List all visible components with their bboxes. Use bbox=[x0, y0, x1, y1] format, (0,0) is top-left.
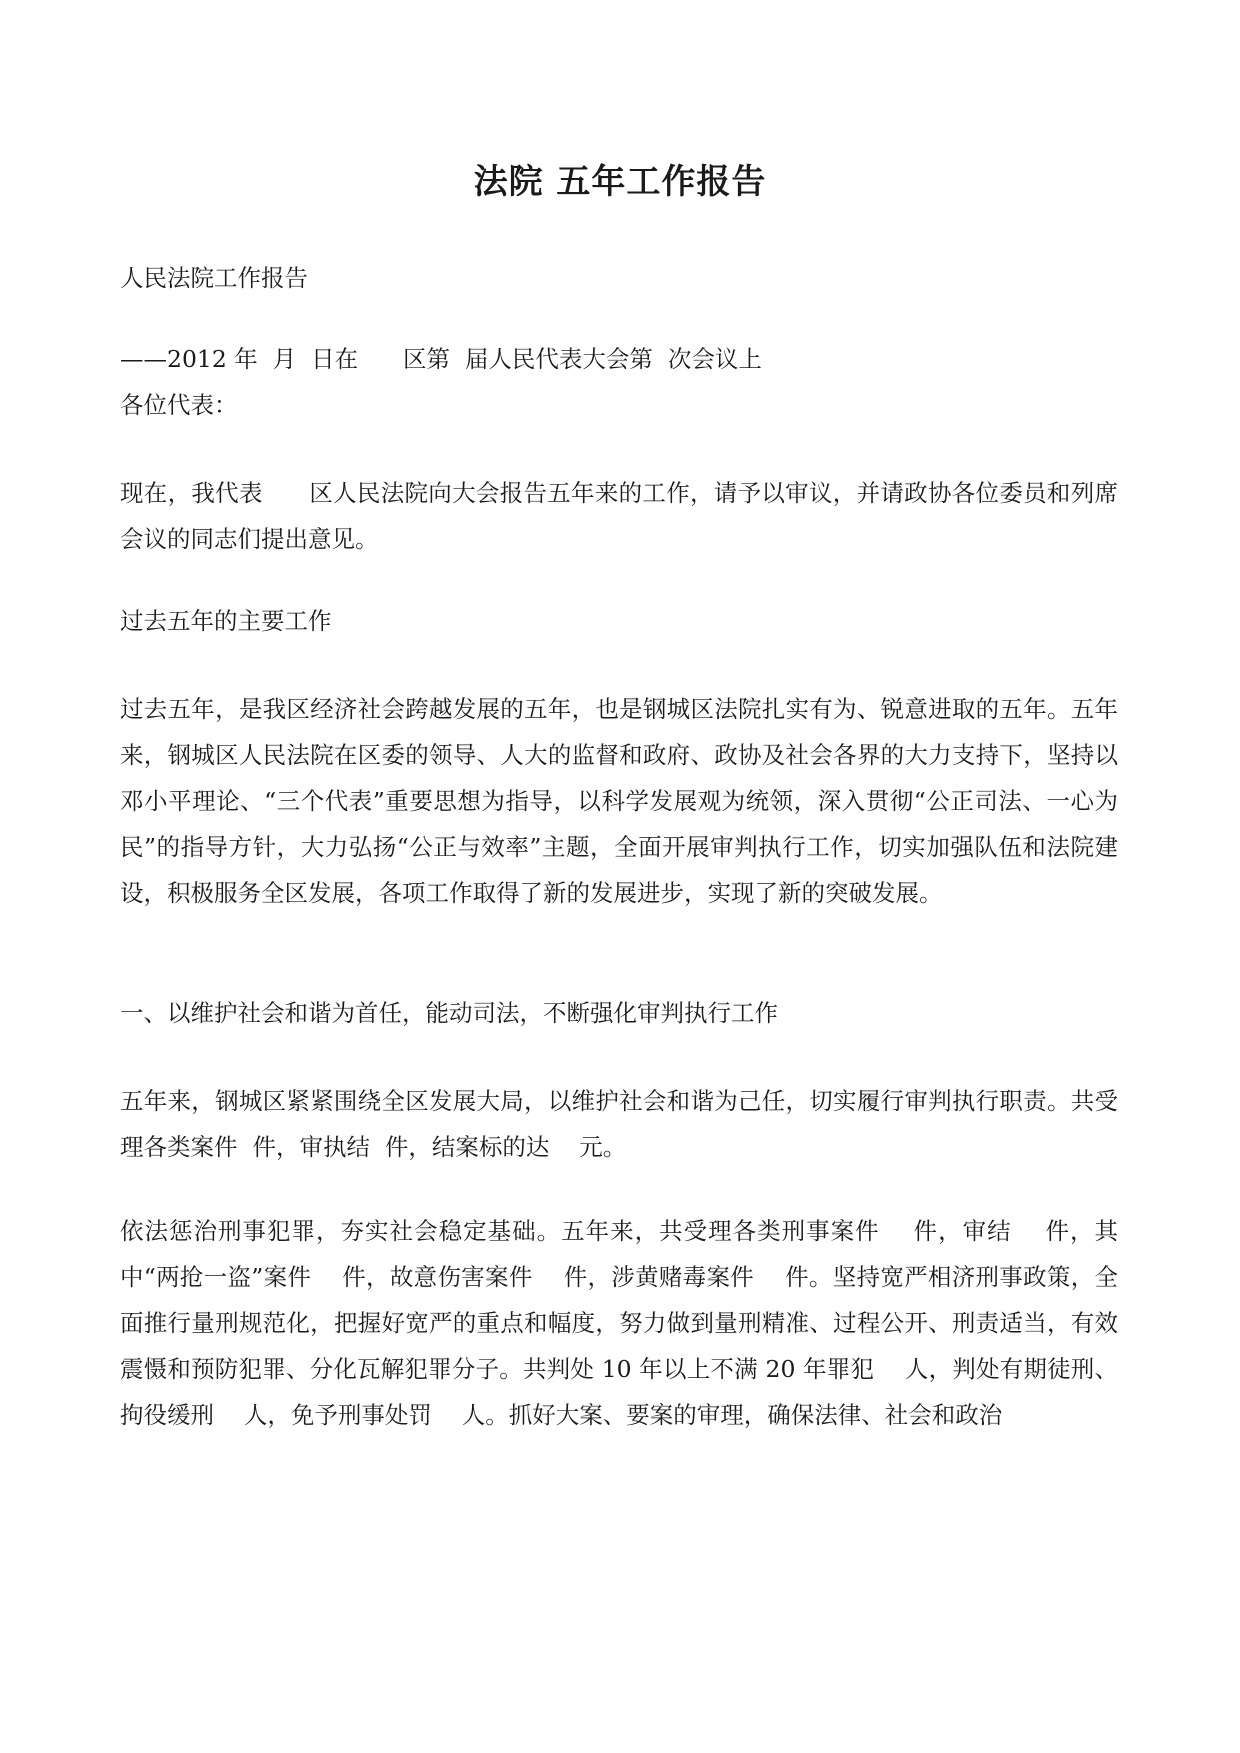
dateline: ——2012 年 月 日在 区第 届人民代表大会第 次会议上 bbox=[120, 345, 762, 373]
criminal-cases-paragraph: 依法惩治刑事犯罪，夯实社会稳定基础。五年来，共受理各类刑事案件 件，审结 件，其中“两抢一盗”案件 件，故意伤害案件 件，涉黄赌毒案件 件。坚持宽严相济刑事政策，全面推行量刑规范化，把握好宽严的重点和幅度，努力做到量刑精准、过程公开、刑责适当，有效震慑和预防犯罪、分化瓦解犯罪分子。共判处 10 年以上不满 20 年罪犯 人，判处有期徒刑、拘役缓刑 人，免予刑事处罚 人。抓好大案、要案的审理，确保法律、社会和政治 bbox=[120, 1217, 1118, 1429]
section-heading-one: 一、以维护社会和谐为首任，能动司法，不断强化审判执行工作 bbox=[120, 999, 778, 1027]
salutation: 各位代表： bbox=[120, 391, 238, 419]
section-heading-main-work: 过去五年的主要工作 bbox=[120, 607, 332, 635]
intro-paragraph: 现在，我代表 区人民法院向大会报告五年来的工作，请予以审议，并请政协各位委员和列席会议的同志们提出意见。 bbox=[120, 479, 1118, 553]
cases-summary-paragraph: 五年来，钢城区紧紧围绕全区发展大局，以维护社会和谐为己任，切实履行审判执行职责。共受理各类案件 件，审执结 件，结案标的达 元。 bbox=[120, 1087, 1118, 1161]
document-title: 法院 五年工作报告 bbox=[473, 162, 767, 202]
overview-paragraph: 过去五年，是我区经济社会跨越发展的五年，也是钢城区法院扎实有为、锐意进取的五年。五年来，钢城区人民法院在区委的领导、人大的监督和政府、政协及社会各界的大力支持下，坚持以邓小平理论、“三个代表”重要思想为指导，以科学发展观为统领，深入贯彻“公正司法、一心为民”的指导方针，大力弘扬“公正与效率”主题，全面开展审判执行工作，切实加强队伍和法院建设，积极服务全区发展，各项工作取得了新的发展进步，实现了新的突破发展。 bbox=[120, 695, 1118, 907]
document-subtitle: 人民法院工作报告 bbox=[120, 264, 308, 292]
